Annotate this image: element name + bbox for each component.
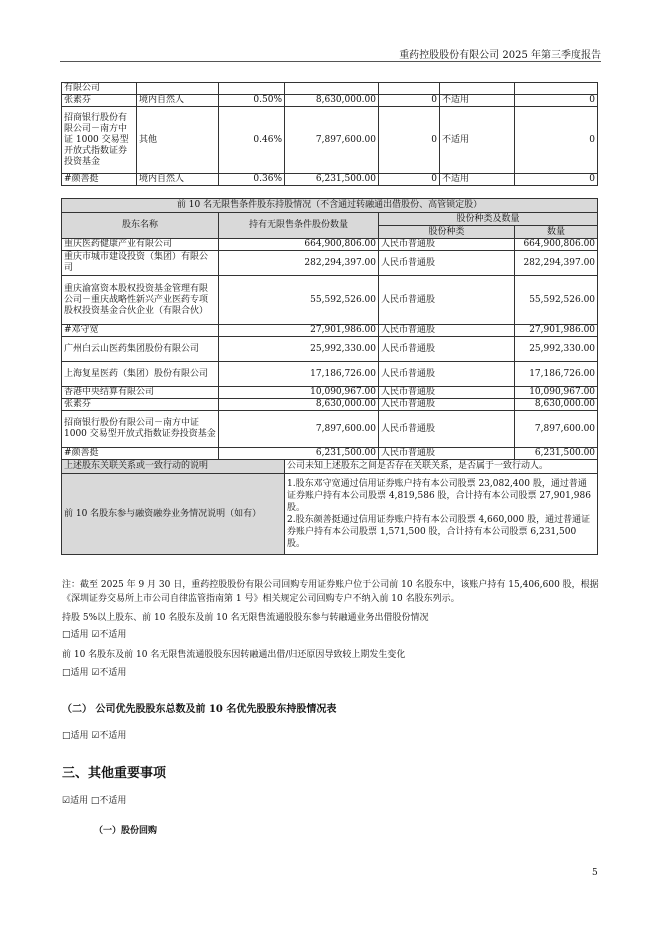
share-qty: 25,992,330.00 xyxy=(515,337,598,362)
shareholder-name: #邓守宽 xyxy=(62,325,219,337)
share-type: 人民币普通股 xyxy=(379,362,515,387)
shareholder-name: 张素芬 xyxy=(62,95,137,107)
share-qty: 282,294,397.00 xyxy=(515,251,598,276)
shareholder-name: #颜善挺 xyxy=(62,448,219,460)
shareholder-name: 招商银行股份有限公司－南方中证 1000 交易型开放式指数证券投资基金 xyxy=(62,411,219,448)
share-type: 人民币普通股 xyxy=(379,399,515,411)
pledge-count: 0 xyxy=(515,95,598,107)
table-row xyxy=(62,251,598,276)
applicability-option: ☑适用 □不适用 xyxy=(62,796,127,806)
share-qty: 10,090,967.00 xyxy=(515,387,598,399)
holding-shares: 6,231,500.00 xyxy=(285,174,379,186)
table-row xyxy=(62,174,598,186)
shareholder-name: 上海复星医药（集团）股份有限公司 xyxy=(62,362,219,387)
unlimited-shares: 282,294,397.00 xyxy=(219,251,379,276)
unlimited-shares: 10,090,967.00 xyxy=(219,387,379,399)
share-type: 人民币普通股 xyxy=(379,251,515,276)
table-row xyxy=(62,460,598,474)
share-qty: 17,186,726.00 xyxy=(515,362,598,387)
share-type: 人民币普通股 xyxy=(379,239,515,251)
shareholder-name: #颜善挺 xyxy=(62,174,137,186)
limited-shares: 0 xyxy=(379,174,440,186)
unlimited-shares: 8,630,000.00 xyxy=(219,399,379,411)
shareholder-type: 其他 xyxy=(137,107,219,174)
lending-paragraph: 持股 5%以上股东、前 10 名股东及前 10 名无限售流通股股东参与转融通业务出借股份情况 xyxy=(62,613,429,623)
shareholder-name: 重庆医药健康产业有限公司 xyxy=(62,239,219,251)
pledge-count: 0 xyxy=(515,174,598,186)
table-row xyxy=(62,474,598,555)
note-paragraph: 注：截至 2025 年 9 月 30 日，重药控股股份有限公司回购专用证券账户位于公司前 10 名股东中，该账户持有 15,406,600 股，根据《深圳证券交易所上市公司自律监管指南第 1 号》相关规定公司回购专户不纳入前 10 名股东列示。 xyxy=(62,580,599,604)
column-header-kind-qty: 数量 xyxy=(515,226,598,239)
unlimited-shares: 664,900,806.00 xyxy=(219,239,379,251)
unlimited-shares: 27,901,986.00 xyxy=(219,325,379,337)
section-heading-other-matters: 三、其他重要事项 xyxy=(62,766,167,781)
applicability-option: □适用 ☑不适用 xyxy=(62,668,127,678)
share-qty: 664,900,806.00 xyxy=(515,239,598,251)
holding-shares: 7,897,600.00 xyxy=(285,107,379,174)
margin-trading-note-2: 2.股东颜善挺通过信用证券账户持有本公司股票 4,660,000 股，通过普通证券账户持有本公司股票 1,571,500 股，合计持有本公司股票 6,231,500 股。 xyxy=(287,515,591,549)
table-row xyxy=(62,448,598,460)
top10-unlimited-shareholders-table xyxy=(61,198,598,555)
shareholder-name: 有限公司 xyxy=(62,83,137,95)
column-header-kind-type: 股份种类 xyxy=(379,226,515,239)
limited-shares: 0 xyxy=(379,95,440,107)
column-header-kind: 股份种类及数量 xyxy=(379,213,598,226)
share-type: 人民币普通股 xyxy=(379,387,515,399)
shareholder-name: 张素芬 xyxy=(62,399,219,411)
unlimited-shares: 6,231,500.00 xyxy=(219,448,379,460)
lending-change-paragraph: 前 10 名股东及前 10 名无限售流通股股东因转融通出借/归还原因导致较上期发生变化 xyxy=(62,650,406,660)
table-row xyxy=(62,276,598,325)
section-heading-preferred-shares: （二） 公司优先股股东总数及前 10 名优先股股东持股情况表 xyxy=(62,704,337,715)
pledge-status: 不适用 xyxy=(440,174,515,186)
holding-pct: 0.50% xyxy=(219,95,285,107)
share-qty: 8,630,000.00 xyxy=(515,399,598,411)
share-type: 人民币普通股 xyxy=(379,411,515,448)
shareholder-name: 香港中央结算有限公司 xyxy=(62,387,219,399)
pledge-status: 不适用 xyxy=(440,107,515,174)
share-qty: 7,897,600.00 xyxy=(515,411,598,448)
holding-shares: 8,630,000.00 xyxy=(285,95,379,107)
share-qty: 6,231,500.00 xyxy=(515,448,598,460)
margin-trading-note-1: 1.股东邓守宽通过信用证券账户持有本公司股票 23,082,400 股，通过普通证券账户持有本公司股票 4,819,586 股，合计持有本公司股票 27,901,986 股。 xyxy=(287,479,591,513)
unlimited-shares: 25,992,330.00 xyxy=(219,337,379,362)
column-header-name: 股东名称 xyxy=(62,213,219,239)
subsection-heading-buyback: （一）股份回购 xyxy=(94,826,158,836)
table-row xyxy=(62,95,598,107)
holding-pct: 0.46% xyxy=(219,107,285,174)
applicability-option: □适用 ☑不适用 xyxy=(62,731,127,741)
table-row xyxy=(62,362,598,387)
share-type: 人民币普通股 xyxy=(379,325,515,337)
share-type: 人民币普通股 xyxy=(379,276,515,325)
table-row xyxy=(62,107,598,174)
table-row xyxy=(62,399,598,411)
page-number: 5 xyxy=(592,868,598,878)
shareholder-name: 招商银行股份有限公司－南方中证 1000 交易型开放式指数证券投资基金 xyxy=(62,107,137,174)
shareholder-name: 广州白云山医药集团股份有限公司 xyxy=(62,337,219,362)
column-header-shares: 持有无限售条件股份数量 xyxy=(219,213,379,239)
table-row xyxy=(62,387,598,399)
share-qty: 27,901,986.00 xyxy=(515,325,598,337)
pledge-status: 不适用 xyxy=(440,95,515,107)
applicability-option: □适用 ☑不适用 xyxy=(62,630,127,640)
page-header-title: 重药控股股份有限公司 2025 年第三季度报告 xyxy=(399,50,601,61)
header-divider xyxy=(60,61,601,62)
pledge-count: 0 xyxy=(515,107,598,174)
unlimited-shares: 55,592,526.00 xyxy=(219,276,379,325)
top10-shareholders-table-continued xyxy=(61,82,598,186)
unlimited-shares: 17,186,726.00 xyxy=(219,362,379,387)
shareholder-name: 重庆市城市建设投资（集团）有限公司 xyxy=(62,251,219,276)
table-section-title: 前 10 名无限售条件股东持股情况（不含通过转融通出借股份、高管锁定股） xyxy=(62,199,598,213)
table-row xyxy=(62,239,598,251)
shareholder-name: 重庆渝富资本股权投资基金管理有限公司－重庆战略性新兴产业医药专项股权投资基金合伙企业（有限合伙） xyxy=(62,276,219,325)
limited-shares: 0 xyxy=(379,107,440,174)
holding-pct: 0.36% xyxy=(219,174,285,186)
table-row xyxy=(62,325,598,337)
table-row xyxy=(62,83,598,95)
share-type: 人民币普通股 xyxy=(379,337,515,362)
share-qty: 55,592,526.00 xyxy=(515,276,598,325)
table-row xyxy=(62,411,598,448)
margin-trading-text xyxy=(285,474,598,555)
unlimited-shares: 7,897,600.00 xyxy=(219,411,379,448)
share-type: 人民币普通股 xyxy=(379,448,515,460)
relation-text: 公司未知上述股东之间是否存在关联关系，是否属于一致行动人。 xyxy=(285,460,598,474)
table-row xyxy=(62,337,598,362)
relation-label: 上述股东关联关系或一致行动的说明 xyxy=(62,460,285,474)
shareholder-type: 境内自然人 xyxy=(137,95,219,107)
margin-trading-label: 前 10 名股东参与融资融券业务情况说明（如有） xyxy=(62,474,285,555)
shareholder-type: 境内自然人 xyxy=(137,174,219,186)
